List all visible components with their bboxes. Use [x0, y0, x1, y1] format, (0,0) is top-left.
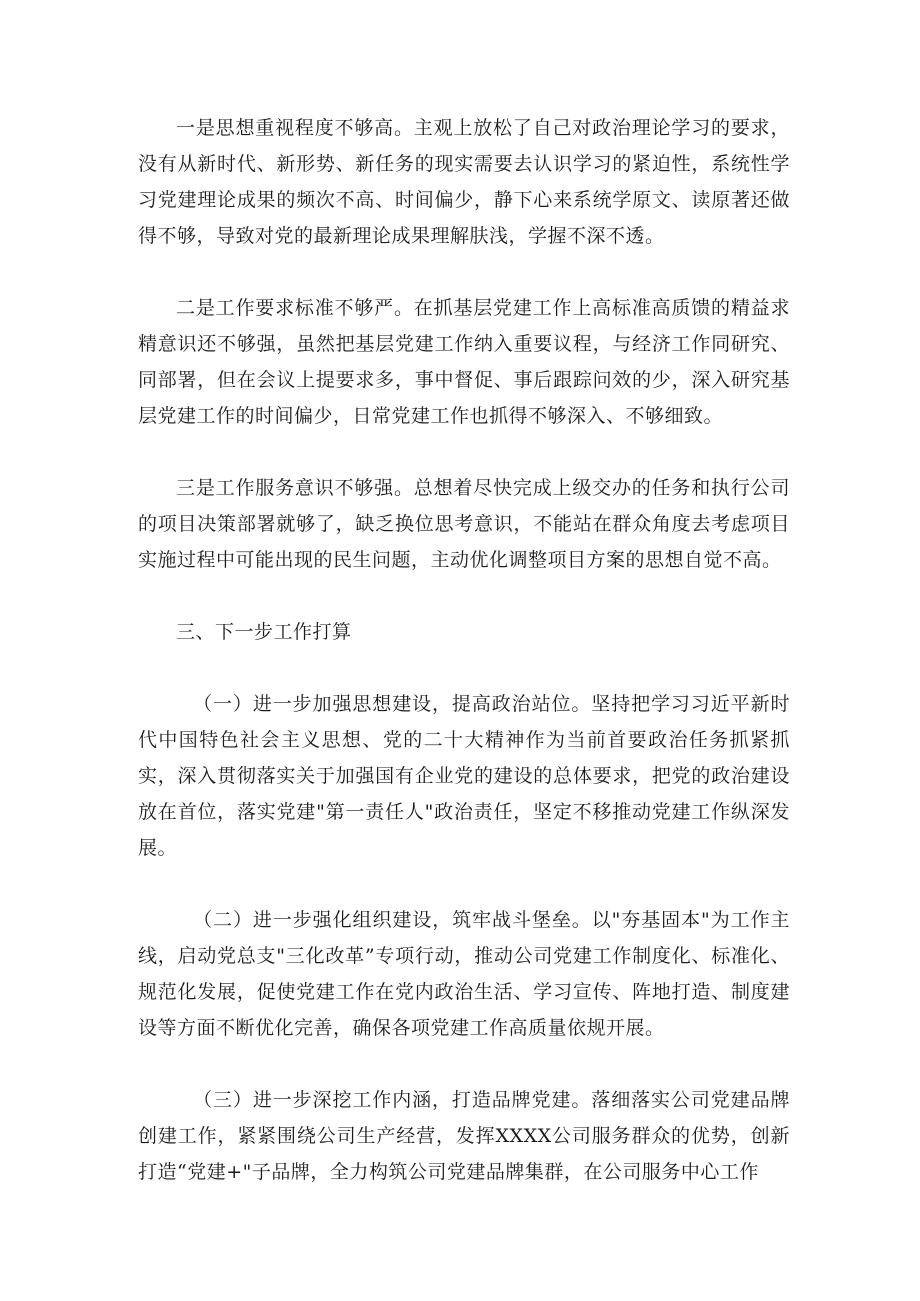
paragraph-service-awareness: 三是工作服务意识不够强。总想着尽快完成上级交办的任务和执行公司的项目决策部署就够了，缺乏换位思考意识，不能站在群众角度去考虑项目实施过程中可能出现的民生问题，主动优化调整项目方案的思想自觉不高。	[138, 477, 790, 571]
measure-brand-building: （三）进一步深挖工作内涵，打造品牌党建。落细落实公司党建品牌创建工作，紧紧围绕公司生产经营，发挥XXXX公司服务群众的优势，创新打造“党建+"子品牌，全力构筑公司党建品牌集群，在公司服务中心工作	[138, 1089, 790, 1183]
measure-ideological-building: （一）进一步加强思想建设，提高政治站位。坚持把学习习近平新时代中国特色社会主义思想、党的二十大精神作为当前首要政治任务抓紧抓实，深入贯彻落实关于加强国有企业党的建设的总体要求，把党的政治建设放在首位，落实党建"第一责任人"政治责任，坚定不移推动党建工作纵深发展。	[138, 693, 790, 859]
paragraph-thought-awareness: 一是思想重视程度不够高。主观上放松了自己对政治理论学习的要求，没有从新时代、新形势、新任务的现实需要去认识学习的紧迫性，系统性学习党建理论成果的频次不高、时间偏少，静下心来系统学原文、读原著还做得不够，导致对党的最新理论成果理解肤浅，学握不深不透。	[138, 117, 790, 247]
document-body	[138, 110, 790, 1226]
section-heading-next-steps: 三、下一步工作打算	[176, 621, 352, 643]
paragraph-work-standards: 二是工作要求标准不够严。在抓基层党建工作上高标准高质馈的精益求精意识还不够强，虽然把基层党建工作纳入重要议程，与经济工作同研究、同部署，但在会议上提要求多，事中督促、事后跟踪问效的少，深入研究基层党建工作的时间偏少，日常党建工作也抓得不够深入、不够细致。	[138, 297, 790, 427]
measure-organizational-building: （二）进一步强化组织建设，筑牢战斗堡垒。以"夯基固本"为工作主线，启动党总支"三化改革”专项行动，推动公司党建工作制度化、标准化、规范化发展，促使党建工作在党内政治生活、学习宣传、阵地打造、制度建设等方面不断优化完善，确保各项党建工作高质量依规开展。	[138, 909, 790, 1039]
